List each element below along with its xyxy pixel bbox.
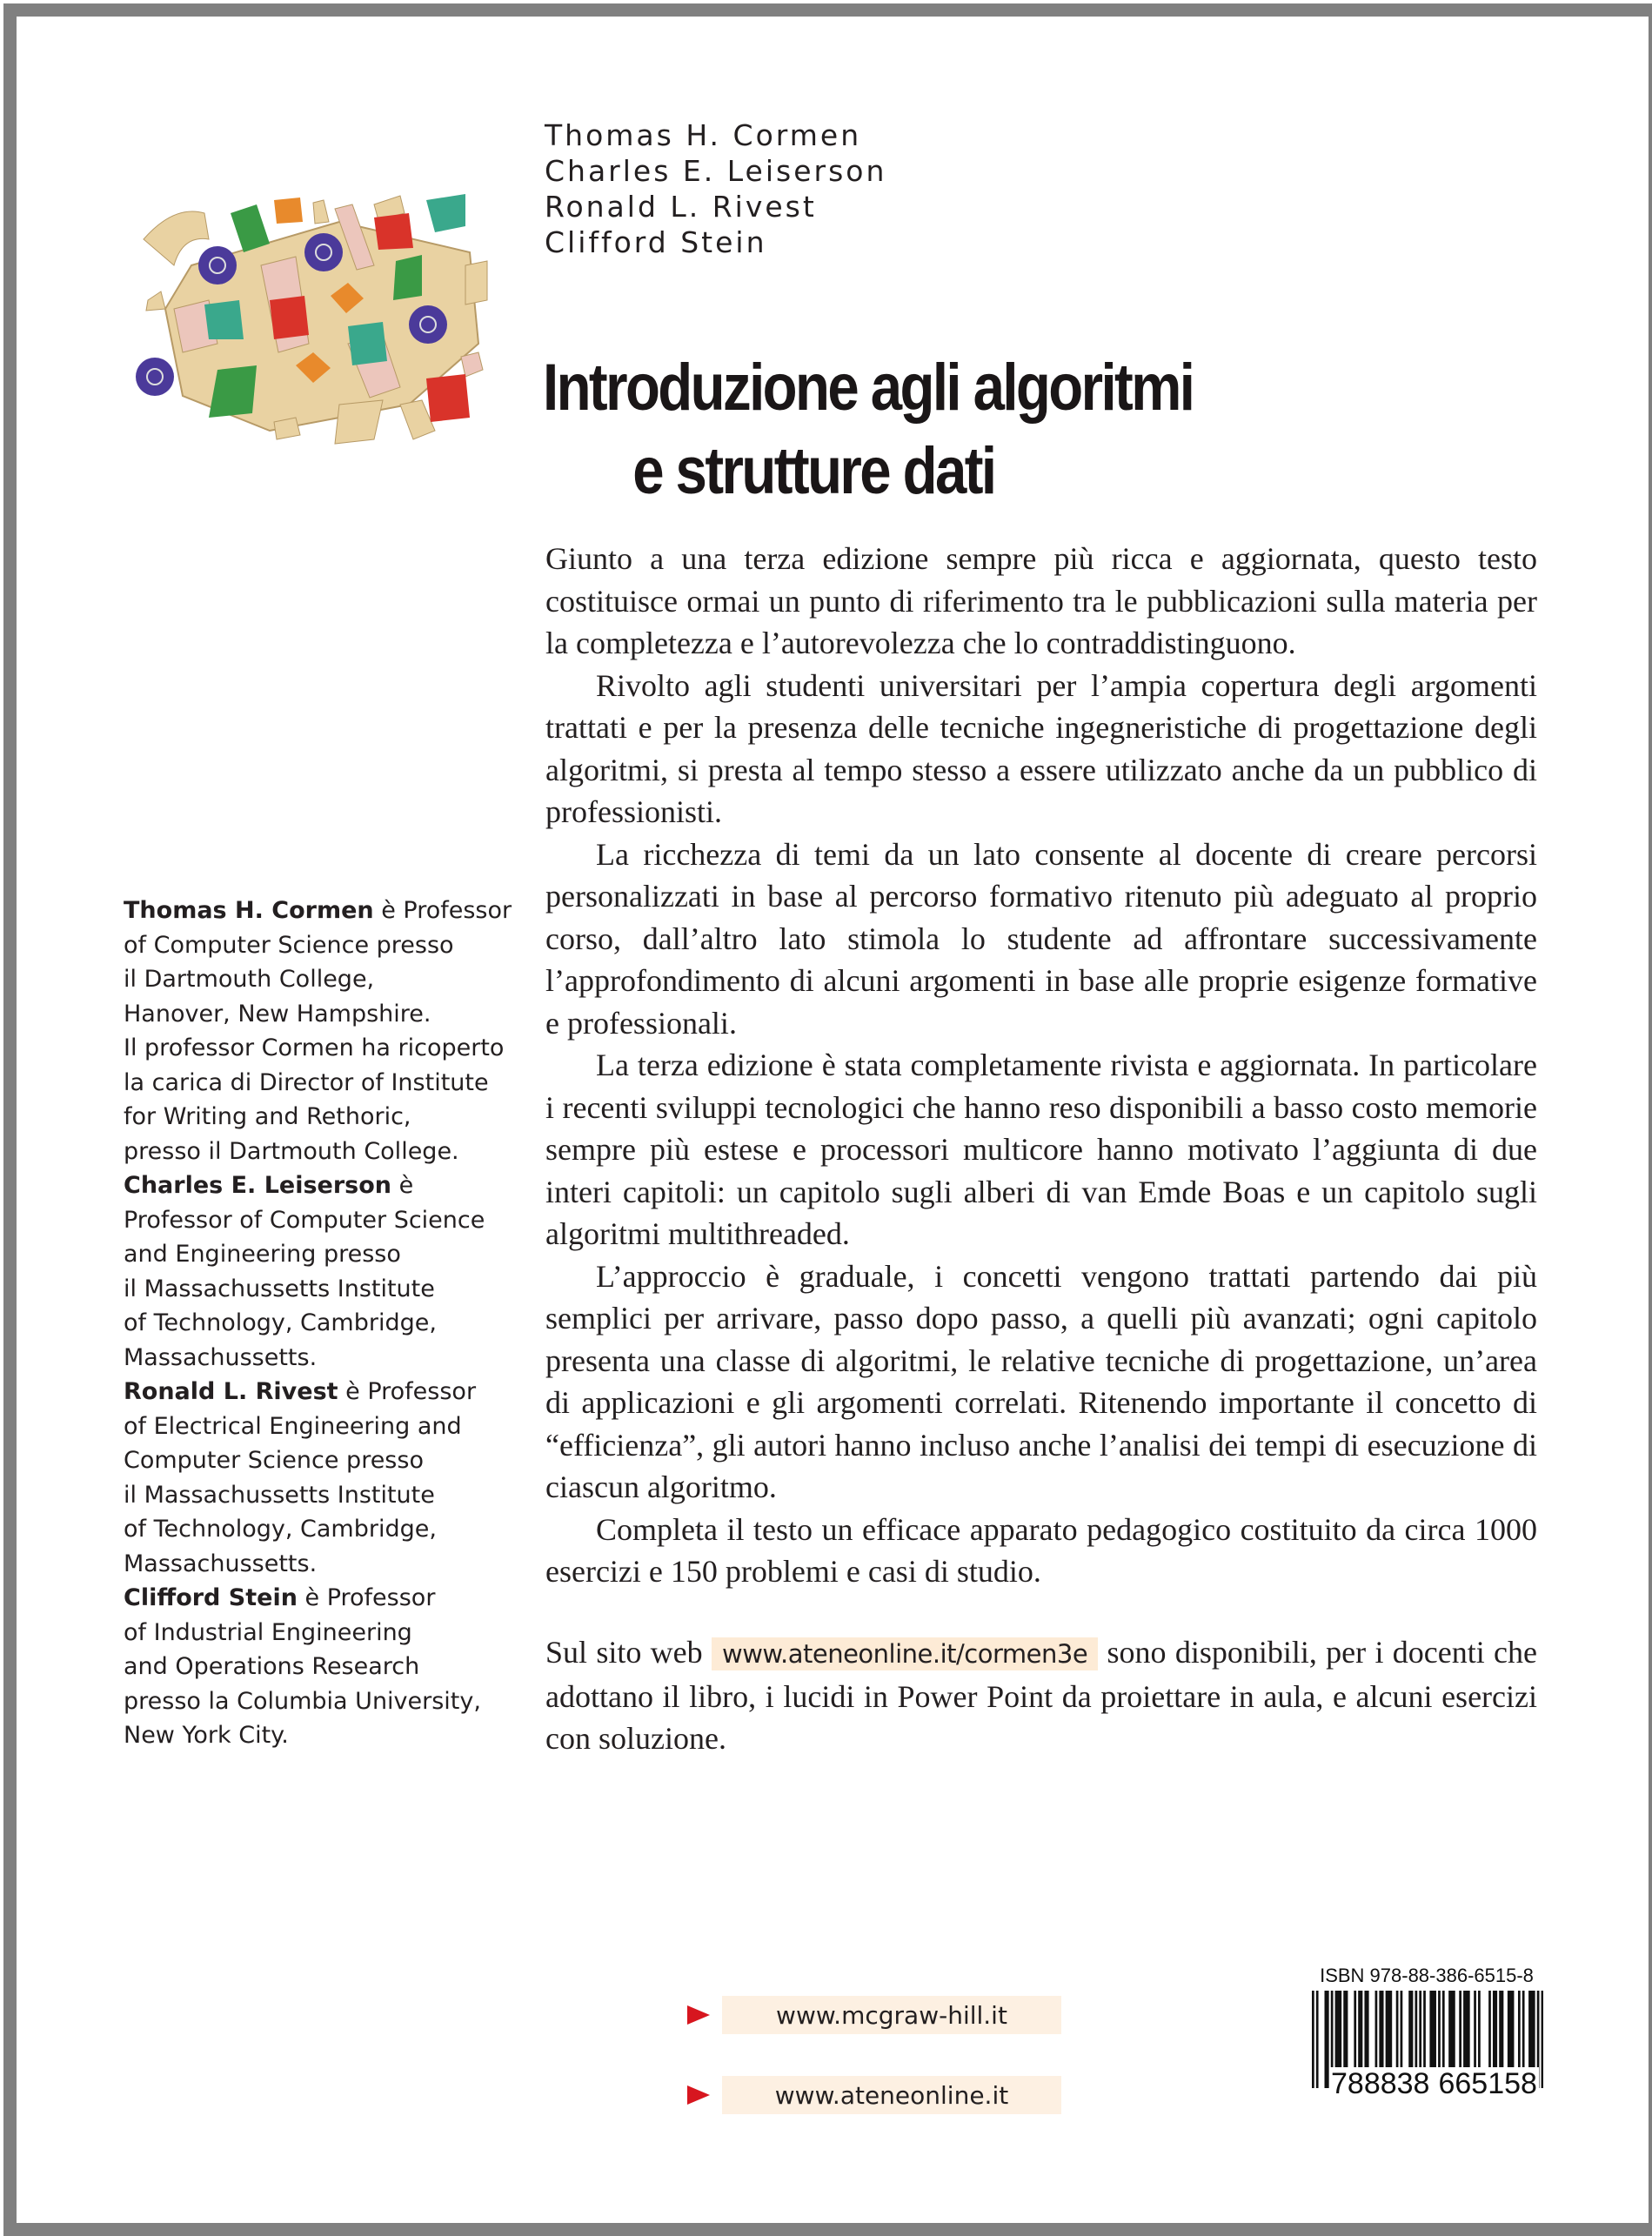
author-name: Ronald L. Rivest: [545, 190, 817, 224]
bio-line: [124, 894, 515, 928]
bio-text: of Electrical Engineering and: [124, 1412, 462, 1440]
bio-line: [124, 1684, 515, 1719]
bio-line: [124, 1203, 515, 1238]
title-line-2: e strutture dati: [632, 434, 995, 508]
description-paragraph: Giunto a una terza edizione sempre più ricca e aggiornata, questo testo costituisce ormai un punto di riferimento tra le pubblicazioni sulla materia per la completezza e l’autorevolezza che lo contraddistinguono.: [545, 541, 1537, 660]
bio-line: [124, 1135, 515, 1169]
barcode-bar: [1312, 1991, 1314, 2088]
isbn-barcode-block: [1305, 1965, 1548, 2100]
barcode-digits-left: 788838: [1331, 2067, 1430, 2100]
book-description: [545, 538, 1537, 1593]
red-triangle-arrow-icon: [687, 2085, 710, 2105]
author-name: Charles E. Leiserson: [545, 154, 887, 188]
bio-line: [124, 1547, 515, 1582]
publisher-link-row[interactable]: [687, 2075, 1061, 2115]
website-note-prefix: Sul sito web: [545, 1635, 703, 1670]
bio-text: il Massachussetts Institute: [124, 1275, 435, 1302]
bio-text: è: [391, 1172, 414, 1199]
bio-line: [124, 1375, 515, 1409]
bio-text: la carica di Director of Institute: [124, 1068, 489, 1096]
barcode-digits: [1329, 2067, 1539, 2101]
bio-text: New York City.: [124, 1722, 289, 1749]
bio-author-name: Thomas H. Cormen: [124, 897, 374, 924]
bio-text: for Writing and Rethoric,: [124, 1103, 411, 1130]
description-paragraph: L’approccio è graduale, i concetti vengono trattati partendo dai più semplici per arrivare, passo dopo passo, a quelli più avanzati; ogni capitolo presenta una classe di algoritmi, le relative tecniche di progettazione, un’area di applicazioni e gli argomenti correlati. Ritenendo importante il concetto di “efficienza”, gli autori hanno incluso anche l’analisi dei tempi di esecuzione di ciascun algoritmo.: [545, 1258, 1537, 1504]
bio-line: [124, 1272, 515, 1307]
author-name: Thomas H. Cormen: [545, 118, 862, 152]
bio-text: è Professor: [338, 1378, 477, 1405]
barcode-bar: [1325, 1991, 1328, 2088]
red-triangle-arrow-icon: [687, 2005, 710, 2025]
wooden-blocks-illustration: [122, 170, 496, 448]
bio-line: [124, 997, 515, 1032]
bio-line: [124, 928, 515, 963]
mcgraw-hill-link[interactable]: www.mcgraw-hill.it: [722, 1996, 1061, 2034]
barcode-digits-right: 665158: [1438, 2067, 1537, 2100]
barcode-bar: [1316, 1991, 1319, 2088]
publisher-link-row[interactable]: [687, 1995, 1061, 2035]
author-bios: [124, 894, 515, 1753]
bio-line: [124, 1031, 515, 1066]
bio-text: è Professor: [373, 897, 512, 924]
bio-text: Computer Science presso: [124, 1447, 424, 1474]
barcode: [1312, 1991, 1543, 2100]
bio-text: il Dartmouth College,: [124, 966, 375, 993]
publisher-links: [687, 1995, 1061, 2155]
bio-line: [124, 962, 515, 997]
bio-author-name: Charles E. Leiserson: [124, 1172, 392, 1199]
bio-text: Professor of Computer Science: [124, 1206, 485, 1234]
bio-text: il Massachussetts Institute: [124, 1481, 435, 1509]
bio-text: of Industrial Engineering: [124, 1618, 412, 1646]
bio-line: [124, 1512, 515, 1547]
bio-text: of Technology, Cambridge,: [124, 1516, 437, 1543]
ateneonline-link[interactable]: www.ateneonline.it: [722, 2076, 1061, 2114]
barcode-bar: [1542, 1991, 1543, 2088]
description-paragraph: Completa il testo un efficace apparato pedagogico costituito da circa 1000 esercizi e 150 problemi e casi di studio.: [545, 1511, 1537, 1589]
bio-text: Massachussetts.: [124, 1550, 318, 1577]
bio-line: [124, 1237, 515, 1272]
bio-line: [124, 1616, 515, 1650]
title-line-1: Introduzione agli algoritmi: [543, 351, 1194, 425]
website-note: [545, 1631, 1537, 1760]
bio-line: [124, 1443, 515, 1478]
bio-line: [124, 1341, 515, 1376]
bio-text: of Computer Science presso: [124, 931, 454, 959]
bio-text: Hanover, New Hampshire.: [124, 1000, 431, 1028]
companion-site-link[interactable]: www.ateneonline.it/cormen3e: [712, 1637, 1098, 1670]
author-name: Clifford Stein: [545, 225, 767, 259]
bio-line: [124, 1478, 515, 1513]
bio-text: presso la Columbia University,: [124, 1687, 481, 1715]
book-title: [543, 346, 1193, 513]
bio-text: of Technology, Cambridge,: [124, 1309, 437, 1336]
bio-text: presso il Dartmouth College.: [124, 1137, 459, 1165]
isbn-label: ISBN 978-88-386-6515-8: [1320, 1965, 1534, 1986]
bio-line: [124, 1650, 515, 1684]
bio-line: [124, 1718, 515, 1753]
bio-author-name: Ronald L. Rivest: [124, 1378, 338, 1405]
authors-header: [545, 117, 886, 260]
bio-line: [124, 1168, 515, 1203]
description-paragraph: La terza edizione è stata completamente rivista e aggiornata. In particolare i recenti sviluppi tecnologici che hanno reso disponibili a basso costo memorie sempre più estese e processori multicore hanno motivato l’aggiunta di due interi capitoli: un capitolo sugli alberi di van Emde Boas e un capitolo sugli algoritmi multithreaded.: [545, 1048, 1537, 1251]
bio-text: and Engineering presso: [124, 1241, 401, 1268]
bio-text: and Operations Research: [124, 1653, 420, 1680]
description-paragraph: La ricchezza di temi da un lato consente al docente di creare percorsi personalizzati in base al percorso formativo ritenuto più adeguato al proprio corso, dall’altro lato stimola lo studente ad affrontare successivamente l’approfondimento di alcuni argomenti in base alle proprie esigenze formative e professionali.: [545, 836, 1537, 1041]
bio-text: Massachussetts.: [124, 1343, 318, 1371]
bio-line: [124, 1100, 515, 1135]
bio-author-name: Clifford Stein: [124, 1584, 298, 1611]
bio-text: è Professor: [297, 1584, 436, 1611]
bio-text: Il professor Cormen ha ricoperto: [124, 1034, 505, 1061]
bio-line: [124, 1066, 515, 1101]
bio-line: [124, 1306, 515, 1341]
website-note-suffix: sono disponibili, per i docenti che adottano il libro, i lucidi in Power Point da proiettare in aula, e alcuni esercizi con soluzione.: [545, 1635, 1538, 1756]
description-paragraph: Rivolto agli studenti universitari per l’ampia copertura degli argomenti trattati e per la presenza delle tecniche ingegneristiche di progettazione degli algoritmi, si presta al tempo stesso a essere utilizzato anche da un pubblico di professionisti.: [545, 667, 1537, 829]
bio-line: [124, 1409, 515, 1444]
bio-line: [124, 1581, 515, 1616]
